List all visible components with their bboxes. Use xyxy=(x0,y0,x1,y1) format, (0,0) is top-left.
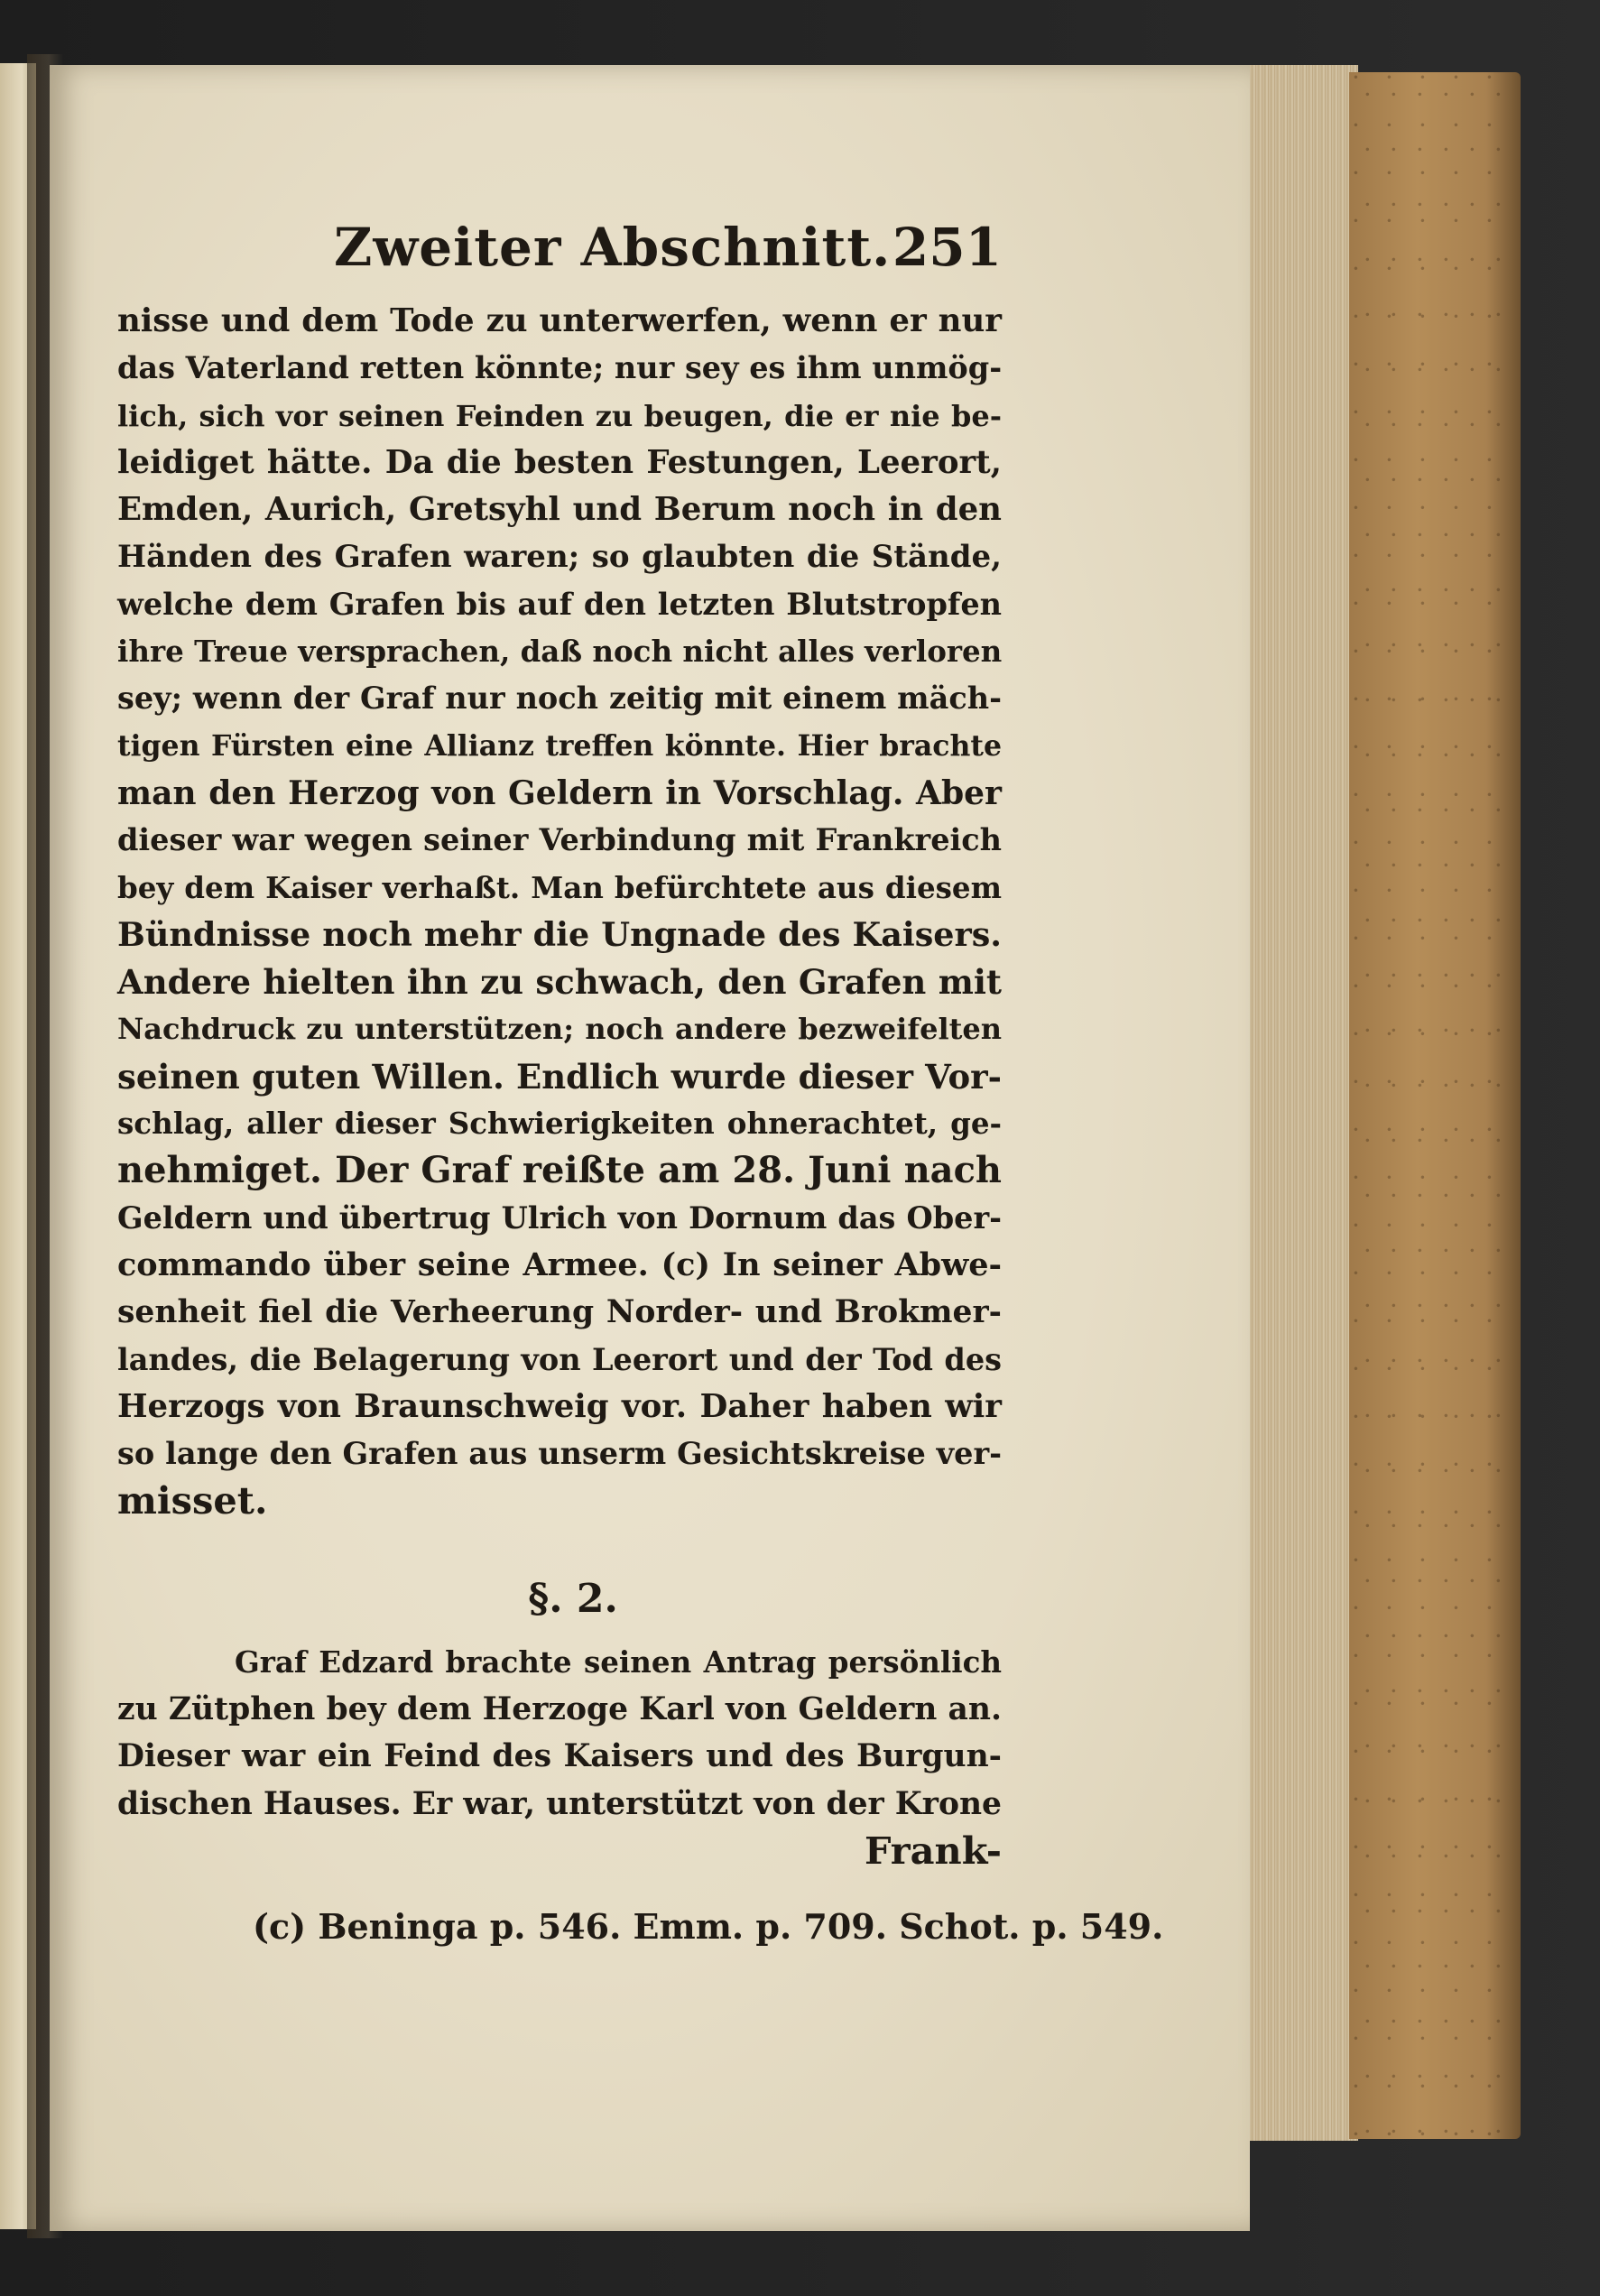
text-line: das Vaterland retten könnte; nur sey es ihm unmög- xyxy=(117,350,1003,386)
page-number: 251 xyxy=(892,217,1002,278)
text-line: man den Herzog von Geldern in Vorschlag. Aber xyxy=(117,773,1002,812)
body-paragraph xyxy=(117,298,1002,1525)
text-line: dischen Hauses. Er war, unterstützt von der Krone xyxy=(117,1785,1002,1822)
page-edge-stack xyxy=(1250,65,1358,2141)
text-line: zu Zütphen bey dem Herzoge Karl von Geldern an. xyxy=(117,1691,1002,1728)
text-line: sey; wenn der Graf nur noch zeitig mit einem mäch- xyxy=(117,680,1002,717)
text-line: nisse und dem Tode zu unterwerfen, wenn er nur xyxy=(117,302,1002,339)
text-line: Dieser war ein Feind des Kaisers und des Burgun- xyxy=(117,1738,1002,1775)
text-line: Herzogs von Braunschweig vor. Daher haben wir xyxy=(117,1387,1002,1425)
text-line: senheit fiel die Verheerung Norder- und Brokmer- xyxy=(117,1294,1002,1331)
text-line: Emden, Aurich, Gretsyhl und Berum noch in den xyxy=(117,491,1002,529)
footnote: (c) Beninga p. 546. Emm. p. 709. Schot. p. 549. xyxy=(253,1906,1164,1948)
text-line: Graf Edzard brachte seinen Antrag persönlich xyxy=(235,1643,1002,1680)
text-line: schlag, aller dieser Schwierigkeiten ohnerachtet, ge- xyxy=(117,1106,1002,1142)
text-line: lich, sich vor seinen Feinden zu beugen, die er nie be- xyxy=(117,398,1002,433)
text-line: tigen Fürsten eine Allianz treffen könnte. Hier brachte xyxy=(117,728,1002,763)
section-paragraph xyxy=(117,1639,1002,1875)
running-head xyxy=(117,208,1002,298)
text-block xyxy=(117,208,1164,1949)
cover-texture xyxy=(1349,72,1521,2139)
text-line: nehmiget. Der Graf reißte am 28. Juni nach xyxy=(117,1149,1002,1192)
text-line: seinen guten Willen. Endlich wurde dieser Vor- xyxy=(117,1056,1002,1097)
text-line: welche dem Grafen bis auf den letzten Blutstropfen xyxy=(117,586,1002,622)
text-line: ihre Treue versprachen, daß noch nicht alles verloren xyxy=(117,634,1003,670)
text-line: misset. xyxy=(117,1478,268,1523)
text-line: Geldern und übertrug Ulrich von Dornum das Ober- xyxy=(117,1199,1002,1236)
text-line: bey dem Kaiser verhaßt. Man befürchtete aus diesem xyxy=(117,869,1002,905)
section-heading: §. 2. xyxy=(528,1575,618,1622)
text-line: leidiget hätte. Da die besten Festungen, Leerort, xyxy=(117,443,1002,481)
text-line: so lange den Grafen aus unserm Gesichtskreise ver- xyxy=(117,1436,1002,1472)
catchword: Frank- xyxy=(865,1828,1002,1873)
text-line: Andere hielten ihn zu schwach, den Grafen mit xyxy=(117,962,1002,1003)
book-cover-board xyxy=(1349,72,1521,2139)
text-line: Händen des Grafen waren; so glaubten die Stände, xyxy=(117,539,1002,576)
text-line: Bündnisse noch mehr die Ungnade des Kaisers. xyxy=(117,914,1002,954)
text-line: commando über seine Armee. (c) In seiner Abwe- xyxy=(117,1245,1002,1283)
page-title: Zweiter Abschnitt. xyxy=(334,217,892,278)
text-line: Nachdruck zu unterstützen; noch andere bezweifelten xyxy=(117,1012,1002,1047)
text-line: landes, die Belagerung von Leerort und der Tod des xyxy=(117,1341,1002,1377)
text-line: dieser war wegen seiner Verbindung mit Frankreich xyxy=(117,822,1002,858)
